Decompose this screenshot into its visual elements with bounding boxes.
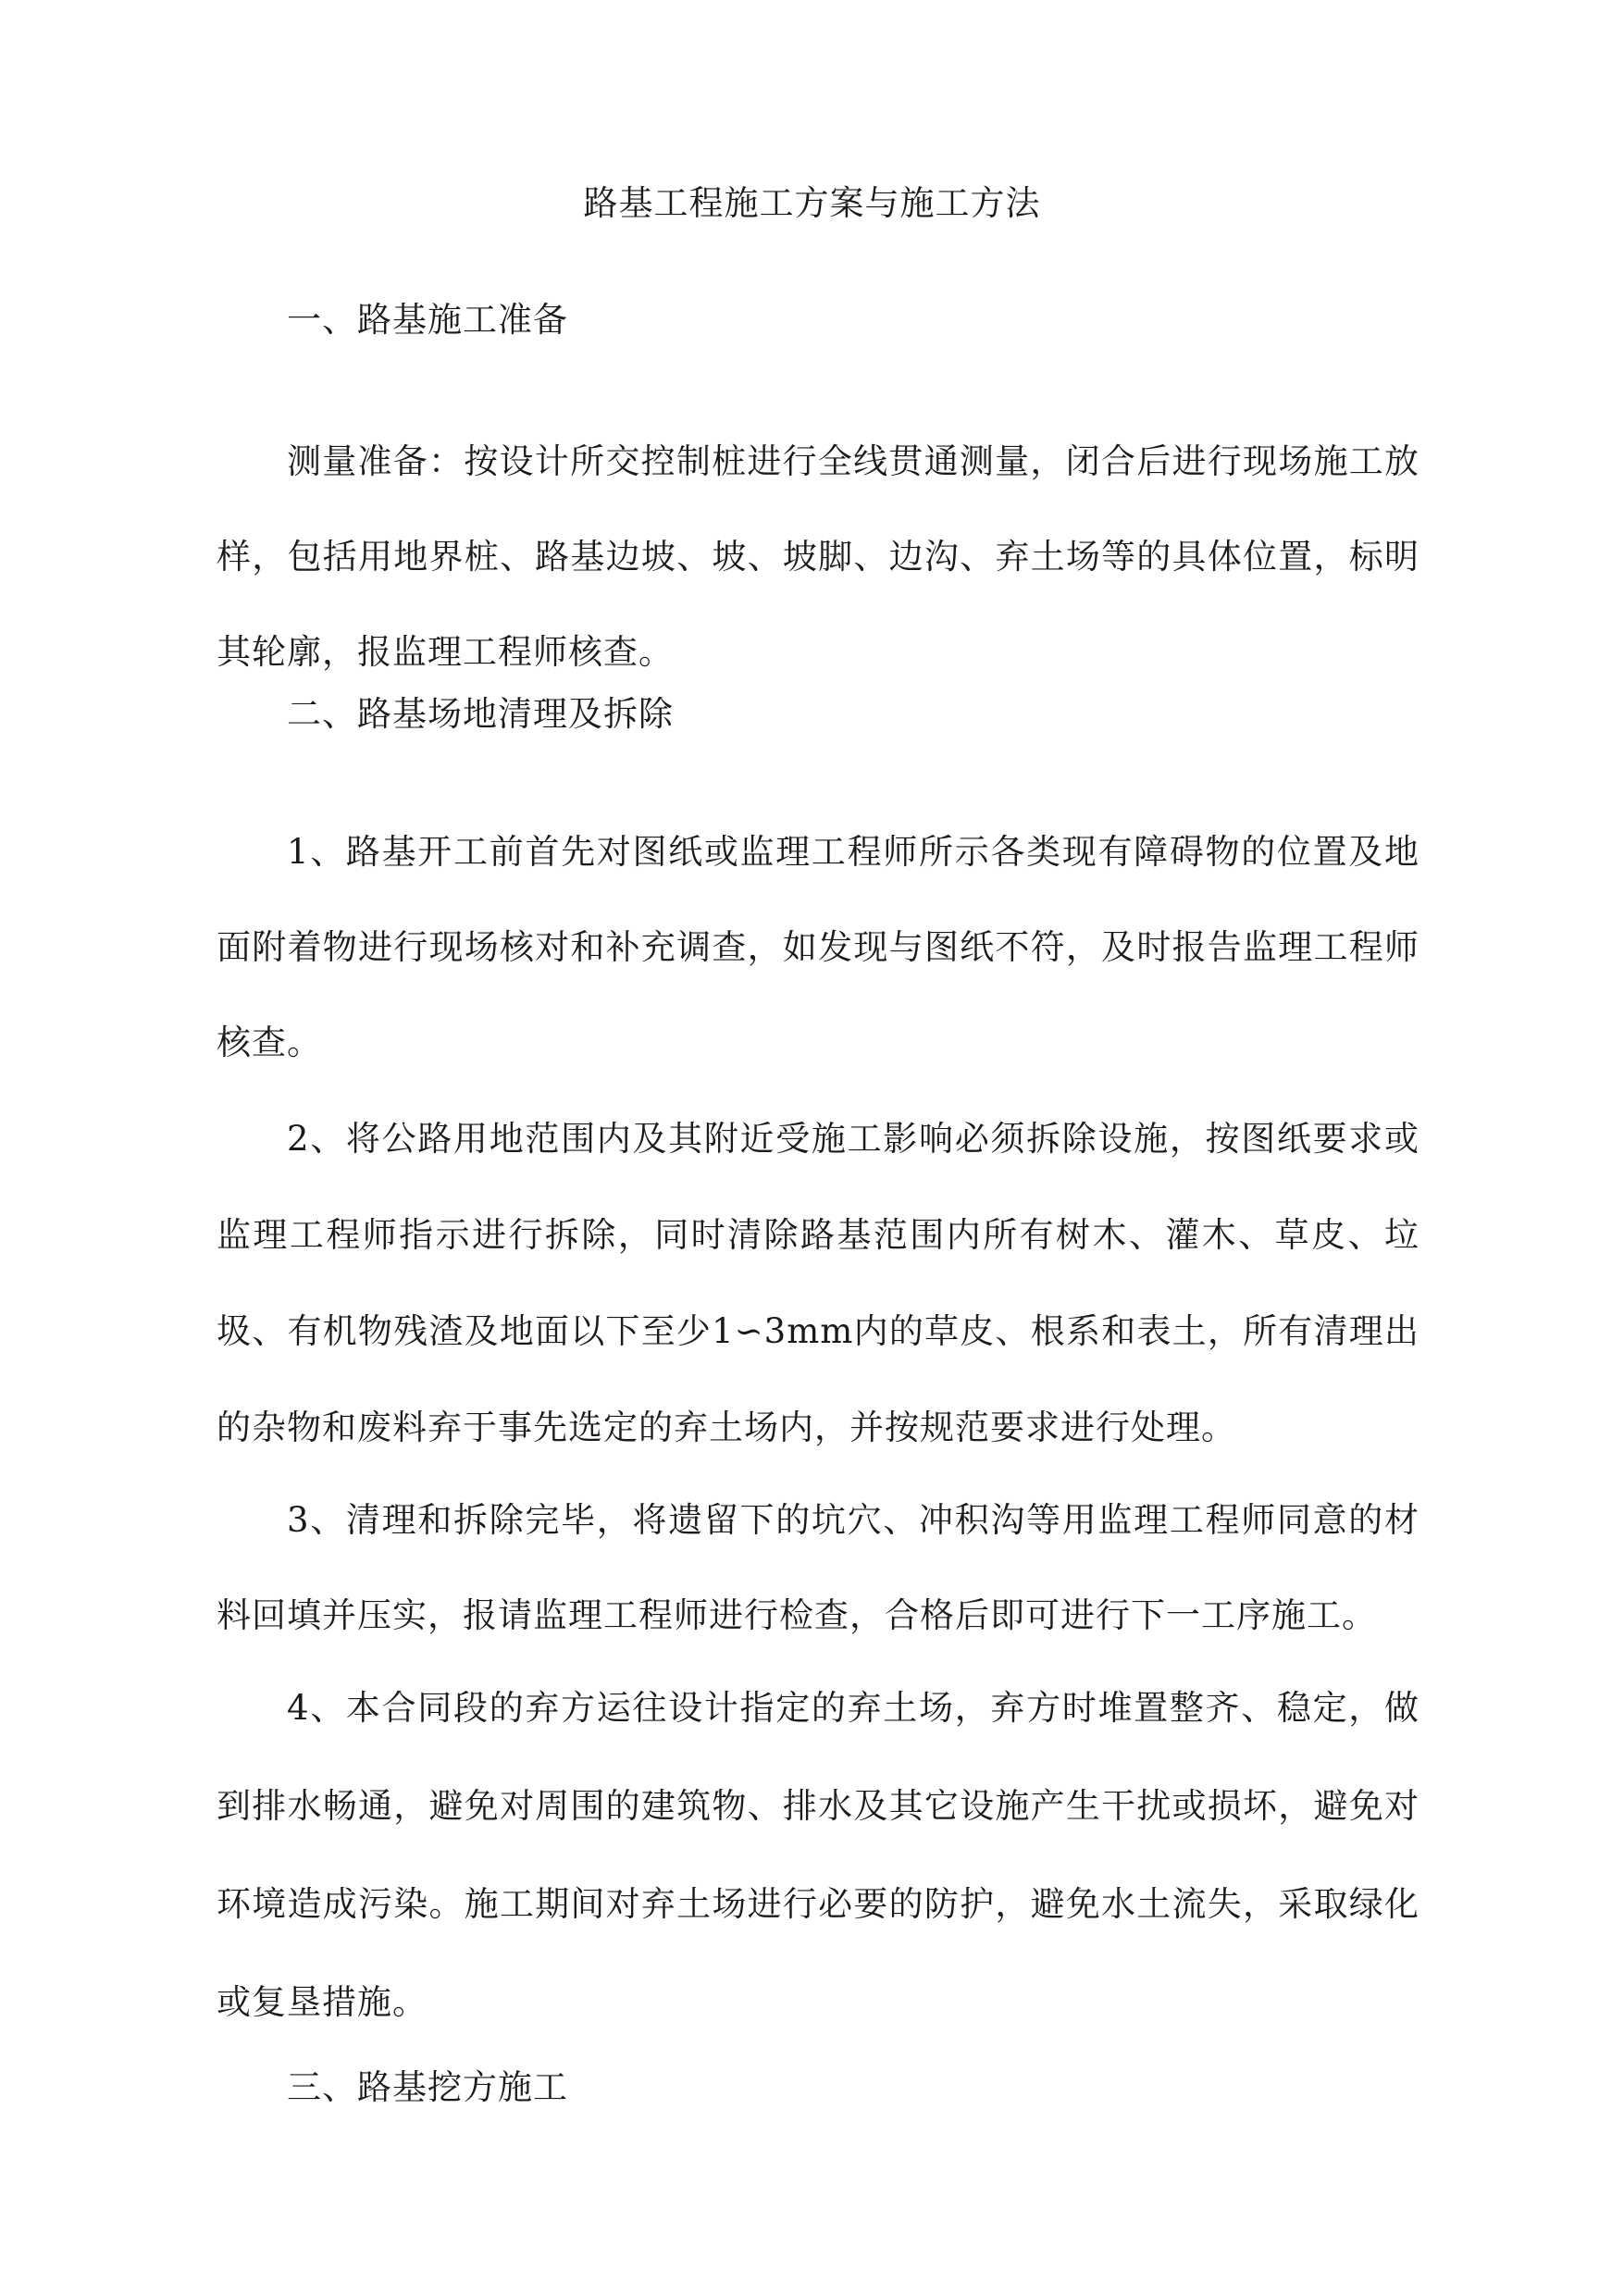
- paragraph-clearing-1: 1、路基开工前首先对图纸或监理工程师所示各类现有障碍物的位置及地面附着物进行现场核对和补充调查，如发现与图纸不符，及时报告监理工程师核查。: [217, 832, 1419, 1062]
- paragraph-survey-preparation: 测量准备：按设计所交控制桩进行全线贯通测量，闭合后进行现场施工放样，包括用地界桩、路基边坡、坡、坡脚、边沟、弃土场等的具体位置，标明其轮廓，报监理工程师核查。: [217, 441, 1419, 672]
- section-heading-1: 一、路基施工准备: [287, 300, 568, 340]
- paragraph-clearing-3: 3、清理和拆除完毕，将遗留下的坑穴、冲积沟等用监理工程师同意的材料回填并压实，报请监理工程师进行检查，合格后即可进行下一工序施工。: [217, 1500, 1419, 1635]
- paragraph-clearing-4: 4、本合同段的弃方运往设计指定的弃土场，弃方时堆置整齐、稳定，做到排水畅通，避免对周围的建筑物、排水及其它设施产生干扰或损坏，避免对环境造成污染。施工期间对弃土场进行必要的防护，避免水土流失，采取绿化或复垦措施。: [217, 1688, 1419, 2022]
- section-heading-3: 三、路基挖方施工: [287, 2067, 568, 2107]
- paragraph-clearing-2: 2、将公路用地范围内及其附近受施工影响必须拆除设施，按图纸要求或监理工程师指示进行拆除，同时清除路基范围内所有树木、灌木、草皮、垃圾、有机物残渣及地面以下至少1∽3mm内的草皮、根系和表土，所有清理出的杂物和废料弃于事先选定的弃土场内，并按规范要求进行处理。: [217, 1119, 1419, 1447]
- document-title: 路基工程施工方案与施工方法: [583, 183, 1041, 223]
- section-heading-2: 二、路基场地清理及拆除: [287, 694, 674, 734]
